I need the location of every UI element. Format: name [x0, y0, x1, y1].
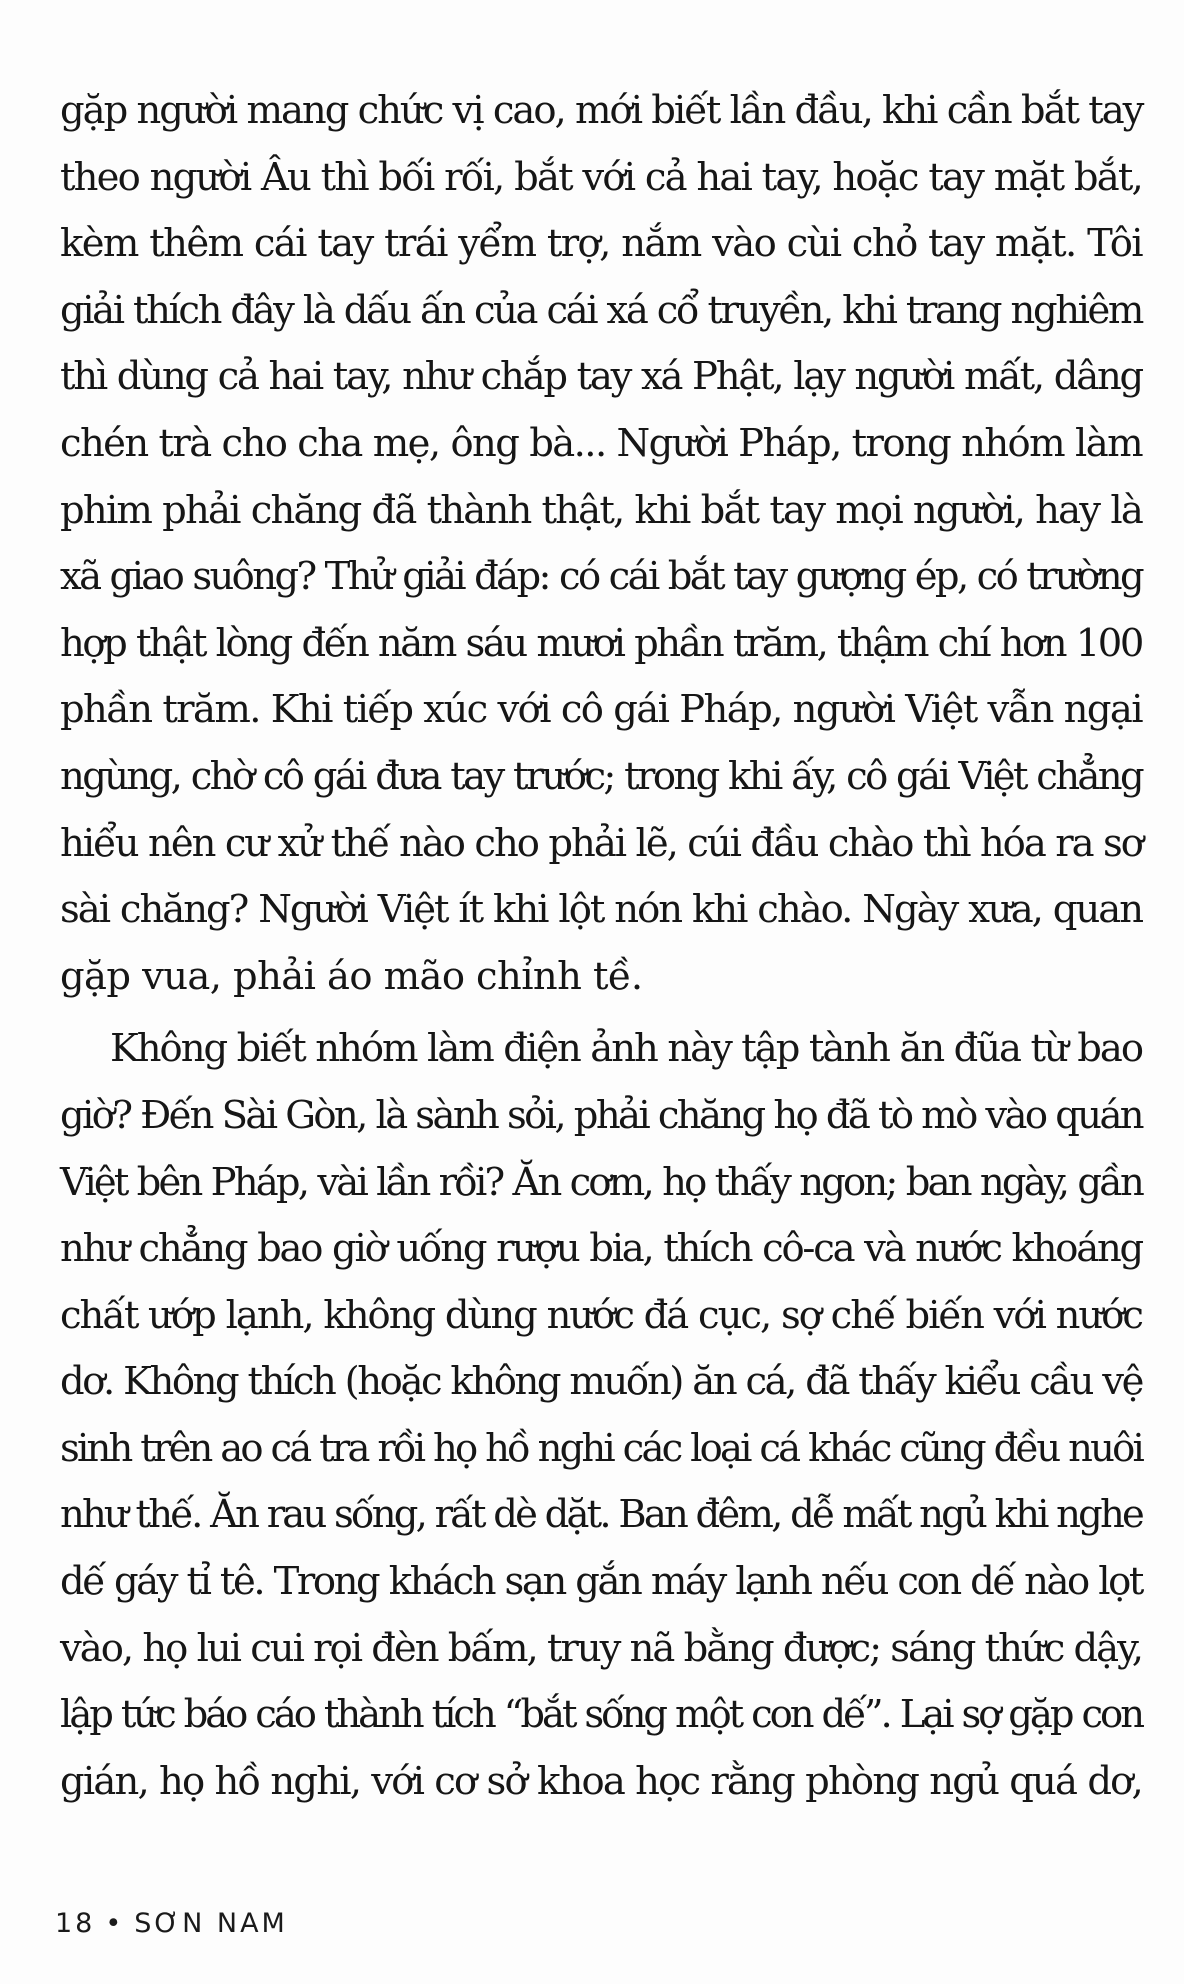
- text-line: ngùng, chờ cô gái đưa tay trước; trong khi ấy, cô gái Việt chẳng: [60, 753, 1142, 799]
- text-line: dế gáy tỉ tê. Trong khách sạn gắn máy lạnh nếu con dế nào lọt: [60, 1559, 1142, 1605]
- text-line: theo người Âu thì bối rối, bắt với cả hai tay, hoặc tay mặt bắt,: [60, 154, 1142, 200]
- text-line: gặp người mang chức vị cao, mới biết lần đầu, khi cần bắt tay: [60, 88, 1143, 133]
- author-name: SƠN NAM: [134, 1908, 288, 1939]
- page-footer: [55, 1908, 288, 1939]
- text-line: xã giao suông? Thử giải đáp: có cái bắt tay gượng ép, có trường: [60, 554, 1142, 600]
- text-line: như thế. Ăn rau sống, rất dè dặt. Ban đêm, dễ mất ngủ khi nghe: [60, 1492, 1142, 1538]
- text-line: Không biết nhóm làm điện ảnh này tập tành ăn đũa từ bao: [110, 1026, 1142, 1072]
- text-line: phần trăm. Khi tiếp xúc với cô gái Pháp, người Việt vẫn ngại: [60, 687, 1142, 733]
- text-line: kèm thêm cái tay trái yểm trợ, nắm vào cùi chỏ tay mặt. Tôi: [60, 221, 1142, 267]
- bullet-separator: •: [105, 1908, 125, 1939]
- text-line: hiểu nên cư xử thế nào cho phải lẽ, cúi đầu chào thì hóa ra sơ: [60, 820, 1142, 866]
- text-line: phim phải chăng đã thành thật, khi bắt tay mọi người, hay là: [60, 487, 1142, 533]
- text-line: sinh trên ao cá tra rồi họ hồ nghi các loại cá khác cũng đều nuôi: [60, 1425, 1142, 1471]
- paragraph-2: [60, 1016, 1142, 1815]
- text-line: lập tức báo cáo thành tích “bắt sống một con dế”. Lại sợ gặp con: [60, 1692, 1142, 1738]
- text-line: chất ướp lạnh, không dùng nước đá cục, sợ chế biến với nước: [60, 1292, 1142, 1338]
- text-line: gặp vua, phải áo mão chỉnh tề.: [60, 953, 643, 999]
- page-number: 18: [55, 1908, 96, 1939]
- text-line: chén trà cho cha mẹ, ông bà... Người Pháp, trong nhóm làm: [60, 420, 1142, 466]
- text-line: vào, họ lui cui rọi đèn bấm, truy nã bằng được; sáng thức dậy,: [60, 1625, 1143, 1671]
- text-line: như chẳng bao giờ uống rượu bia, thích cô-ca và nước khoáng: [60, 1226, 1142, 1272]
- text-line: giờ? Đến Sài Gòn, là sành sỏi, phải chăng họ đã tò mò vào quán: [60, 1092, 1142, 1138]
- body-text: [60, 78, 1142, 1815]
- text-line: sài chăng? Người Việt ít khi lột nón khi chào. Ngày xưa, quan: [60, 887, 1142, 933]
- text-line: giải thích đây là dấu ấn của cái xá cổ truyền, khi trang nghiêm: [60, 287, 1142, 333]
- text-line: gián, họ hồ nghi, với cơ sở khoa học rằng phòng ngủ quá dơ,: [60, 1758, 1142, 1804]
- text-line: dơ. Không thích (hoặc không muốn) ăn cá, đã thấy kiểu cầu vệ: [60, 1359, 1142, 1405]
- text-line: hợp thật lòng đến năm sáu mươi phần trăm, thậm chí hơn 100: [60, 620, 1142, 666]
- paragraph-1: [60, 78, 1142, 1010]
- text-line: Việt bên Pháp, vài lần rồi? Ăn cơm, họ thấy ngon; ban ngày, gần: [60, 1159, 1142, 1205]
- text-line: thì dùng cả hai tay, như chắp tay xá Phật, lạy người mất, dâng: [60, 354, 1142, 400]
